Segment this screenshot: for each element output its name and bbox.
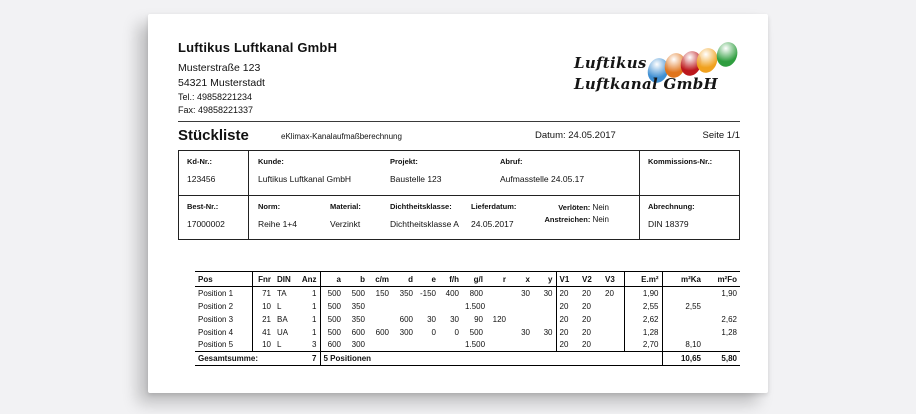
cell-m2fo: 1,90: [721, 288, 737, 298]
cell-x: 30: [521, 327, 530, 337]
cell-fh: 0: [454, 327, 459, 337]
best-nr-cell: [179, 196, 249, 239]
cell-b: 350: [351, 314, 365, 324]
cell-em2: 1,28: [624, 326, 662, 339]
cell-d: 350: [399, 288, 413, 298]
cell-b: 600: [351, 327, 365, 337]
document-page: [148, 14, 768, 393]
cell-y: [533, 339, 556, 352]
cell-v2: 20: [582, 314, 591, 324]
cell-v2: 20: [582, 301, 591, 311]
best-nr-value: 17000002: [187, 219, 225, 229]
col-header-em2: E.m²: [624, 272, 662, 287]
report-subtitle: eKlimax-Kanalaufmaßberechnung: [281, 132, 402, 141]
cell-v3: [602, 300, 624, 313]
balloon-green-icon: [714, 40, 741, 70]
cell-cm: [368, 339, 392, 352]
cell-v1: 20: [556, 339, 579, 352]
cell-e: -150: [419, 288, 436, 298]
title-bar: [178, 124, 740, 144]
abrechnung-value: DIN 18379: [648, 219, 689, 229]
cell-r: [486, 300, 509, 313]
cell-din: TA: [277, 288, 287, 298]
cell-v3: [602, 326, 624, 339]
cell-x: [509, 300, 533, 313]
col-header-v3: V3: [602, 272, 624, 287]
page-title: Stückliste: [178, 127, 249, 144]
cell-anz: 3: [312, 340, 317, 350]
logo-text-line-2: Luftkanal GmbH: [574, 75, 719, 93]
cell-anz: 1: [312, 288, 317, 298]
address-line-2: 54321 Musterstadt: [178, 77, 265, 89]
cell-v2: 20: [582, 340, 591, 350]
col-header-y: y: [533, 272, 556, 287]
cell-x: 30: [521, 288, 530, 298]
table-header-row: [195, 272, 740, 287]
header-divider: [178, 121, 740, 122]
cell-pos: Position 5: [198, 340, 234, 350]
position-row: [195, 300, 740, 313]
abruf-label: Abruf:: [500, 157, 523, 166]
cell-gl: 1.500: [465, 340, 486, 350]
fax-line: Fax: 49858221337: [178, 105, 254, 115]
verloeten-line: [544, 202, 609, 214]
cell-m2ka: 8,10: [662, 339, 704, 352]
position-row: [195, 313, 740, 326]
best-nr-label: Best-Nr.:: [187, 202, 219, 211]
cell-cm: 600: [375, 327, 389, 337]
cell-fnr: 41: [252, 326, 274, 339]
col-header-din: DIN: [274, 272, 298, 287]
cell-anz: 1: [312, 327, 317, 337]
cell-fnr: 10: [252, 300, 274, 313]
info-row-2-middle: [249, 196, 639, 239]
total-anz: 7: [298, 352, 320, 366]
kunde-value: Luftikus Luftkanal GmbH: [258, 174, 352, 184]
cell-y: [533, 313, 556, 326]
cell-fh: 400: [445, 288, 459, 298]
cell-m2fo: 1,28: [721, 327, 737, 337]
cell-e: [416, 339, 439, 352]
info-row-1: [179, 151, 739, 195]
cell-v1: 20: [556, 326, 579, 339]
cell-gl: 500: [469, 327, 483, 337]
cell-a: 500: [320, 300, 344, 313]
lieferdatum-label: Lieferdatum:: [471, 202, 517, 211]
letterhead: [178, 40, 337, 117]
position-row: [195, 339, 740, 352]
position-row: [195, 287, 740, 300]
cell-v1: 20: [556, 313, 579, 326]
col-header-pos: Pos: [195, 272, 252, 287]
cell-fh: 30: [450, 314, 459, 324]
cell-e: 0: [431, 327, 436, 337]
anstreichen-label: Anstreichen:: [544, 215, 591, 224]
abruf-value: Aufmasstelle 24.05.17: [500, 174, 585, 184]
cell-r: [486, 326, 509, 339]
col-header-r: r: [486, 272, 509, 287]
col-header-x: x: [509, 272, 533, 287]
logo-text-line-1: Luftikus: [574, 54, 647, 72]
cell-din: L: [277, 340, 282, 350]
cell-m2ka: [662, 287, 704, 300]
col-header-fh: f/h: [439, 272, 462, 287]
cell-cm: [368, 300, 392, 313]
kunde-label: Kunde:: [258, 157, 284, 166]
abrechnung-cell: [639, 196, 739, 239]
col-header-e: e: [416, 272, 439, 287]
col-header-cm: c/m: [368, 272, 392, 287]
cell-em2: 2,62: [624, 313, 662, 326]
cell-em2: 2,70: [624, 339, 662, 352]
cell-a: 600: [320, 339, 344, 352]
total-m2ka: 10,65: [662, 352, 704, 366]
cell-v2: 20: [582, 327, 591, 337]
col-header-gl: g/l: [462, 272, 486, 287]
cell-em2: 2,55: [624, 300, 662, 313]
cell-x: [509, 339, 533, 352]
cell-d: 600: [399, 314, 413, 324]
cell-pos: Position 4: [198, 327, 234, 337]
cell-gl: 800: [469, 288, 483, 298]
col-header-v1: V1: [556, 272, 579, 287]
cell-r: [486, 287, 509, 300]
phone-line: Tel.: 49858221234: [178, 92, 253, 102]
col-header-b: b: [344, 272, 368, 287]
col-header-v2: V2: [579, 272, 602, 287]
cell-a: 500: [320, 287, 344, 300]
projekt-value: Baustelle 123: [390, 174, 442, 184]
cell-anz: 1: [312, 314, 317, 324]
cell-fh: [439, 300, 462, 313]
cell-fnr: 21: [252, 313, 274, 326]
cell-cm: 150: [375, 288, 389, 298]
address-line-1: Musterstraße 123: [178, 62, 261, 74]
cell-b: 350: [351, 301, 365, 311]
cell-v2: 20: [582, 288, 591, 298]
cell-m2fo: [704, 300, 740, 313]
cell-m2fo: 2,62: [721, 314, 737, 324]
cell-gl: 1.500: [465, 301, 486, 311]
cell-y: [533, 300, 556, 313]
lieferdatum-value: 24.05.2017: [471, 219, 514, 229]
page-number-label: Seite 1/1: [702, 130, 740, 141]
norm-value: Reihe 1+4: [258, 219, 297, 229]
cell-gl: 90: [474, 314, 483, 324]
cell-a: 500: [320, 326, 344, 339]
order-info-box: [178, 150, 740, 240]
cell-din: UA: [277, 327, 289, 337]
verloeten-value: Nein: [592, 203, 609, 212]
kd-nr-cell: [179, 151, 249, 195]
cell-m2ka: 2,55: [662, 300, 704, 313]
kommissions-nr-cell: [639, 151, 739, 195]
verloeten-label: Verlöten:: [558, 203, 591, 212]
cell-fnr: 10: [252, 339, 274, 352]
cell-m2ka: [662, 326, 704, 339]
total-positions-count: 5 Positionen: [320, 352, 662, 366]
cell-a: 500: [320, 313, 344, 326]
material-value: Verzinkt: [330, 219, 361, 229]
total-m2fo: 5,80: [704, 352, 740, 366]
col-header-m2ka: m²Ka: [662, 272, 704, 287]
cell-v3: [602, 313, 624, 326]
cell-v3: 20: [605, 288, 614, 298]
cell-din: L: [277, 301, 282, 311]
cell-m2fo: [704, 339, 740, 352]
date-label: Datum: 24.05.2017: [535, 130, 616, 141]
col-header-anz: Anz: [298, 272, 320, 287]
material-label: Material:: [330, 202, 361, 211]
kd-nr-label: Kd-Nr.:: [187, 157, 212, 166]
info-row-2: [179, 195, 739, 239]
dichtheitsklasse-value: Dichtheitsklasse A: [390, 219, 459, 229]
cell-e: [416, 300, 439, 313]
company-logo: [574, 42, 742, 104]
cell-d: [392, 339, 416, 352]
cell-y: 30: [543, 288, 553, 298]
cell-y: 30: [543, 327, 553, 337]
info-row-1-middle: [249, 151, 639, 195]
cell-cm: [368, 313, 392, 326]
cell-fnr: 71: [252, 287, 274, 300]
kommissions-nr-label: Kommissions-Nr.:: [648, 157, 713, 166]
col-header-m2fo: m²Fo: [704, 272, 740, 287]
cell-d: [392, 300, 416, 313]
kd-nr-value: 123456: [187, 174, 216, 184]
cell-b: 500: [351, 288, 365, 298]
abrechnung-label: Abrechnung:: [648, 202, 695, 211]
col-header-d: d: [392, 272, 416, 287]
cell-pos: Position 3: [198, 314, 234, 324]
cell-x: [509, 313, 533, 326]
cell-r: 120: [492, 314, 506, 324]
cell-pos: Position 1: [198, 288, 234, 298]
cell-e: 30: [427, 314, 436, 324]
position-row: [195, 326, 740, 339]
norm-label: Norm:: [258, 202, 281, 211]
cell-d: 300: [399, 327, 413, 337]
cell-din: BA: [277, 314, 288, 324]
cell-r: [486, 339, 509, 352]
company-name: Luftikus Luftkanal GmbH: [178, 40, 338, 55]
cell-v3: [602, 339, 624, 352]
cell-fh: [439, 339, 462, 352]
cell-em2: 1,90: [624, 287, 662, 300]
cell-v1: 20: [556, 287, 579, 300]
cell-anz: 1: [312, 301, 317, 311]
total-row: [195, 352, 740, 366]
flags-block: [544, 202, 609, 226]
cell-b: 300: [351, 340, 365, 350]
total-label: Gesamtsumme:: [195, 352, 298, 366]
positions-table: [195, 271, 740, 366]
cell-m2ka: [662, 313, 704, 326]
col-header-a: a: [320, 272, 344, 287]
anstreichen-value: Nein: [592, 215, 609, 224]
cell-pos: Position 2: [198, 301, 234, 311]
projekt-label: Projekt:: [390, 157, 418, 166]
col-header-fnr: Fnr: [252, 272, 274, 287]
cell-v1: 20: [556, 300, 579, 313]
anstreichen-line: [544, 214, 609, 226]
dichtheitsklasse-label: Dichtheitsklasse:: [390, 202, 452, 211]
